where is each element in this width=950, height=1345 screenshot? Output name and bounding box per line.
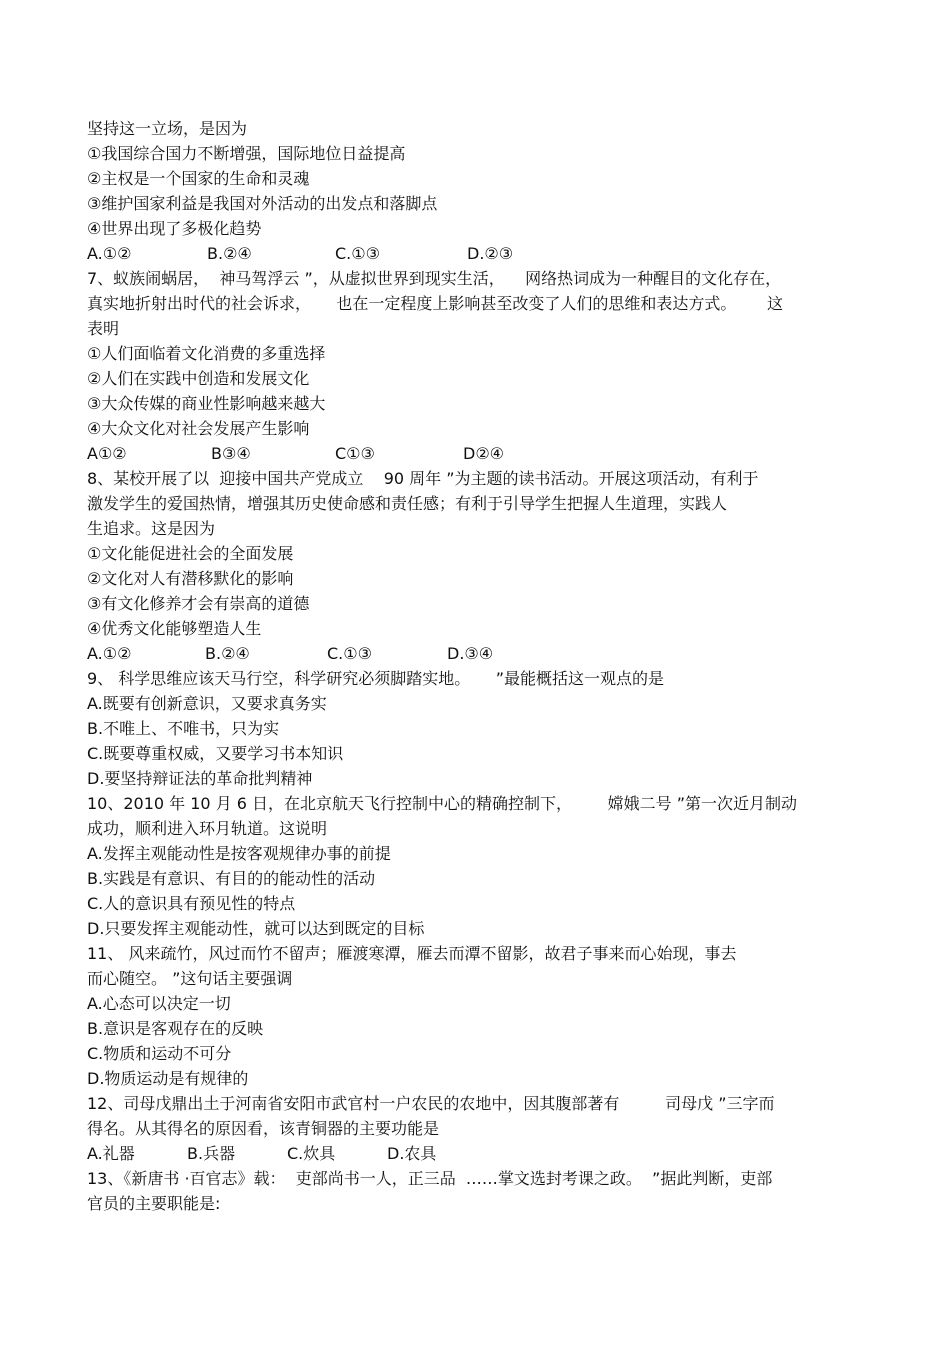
q6-option-c: C.①③ bbox=[335, 244, 380, 263]
exam-page bbox=[87, 116, 867, 1216]
q8-option-a: A.①② bbox=[87, 644, 132, 663]
q11-option-d: D.物质运动是有规律的 bbox=[87, 1069, 249, 1088]
q12-options bbox=[87, 1141, 867, 1166]
q7-item-2: ②人们在实践中创造和发展文化 bbox=[87, 369, 310, 388]
q12-option-b: B.兵器 bbox=[187, 1144, 236, 1163]
q6-item-2: ②主权是一个国家的生命和灵魂 bbox=[87, 169, 310, 188]
q13-stem-line-2: 官员的主要职能是: bbox=[87, 1194, 221, 1213]
q9-stem-line-1: 9、 科学思维应该天马行空，科学研究必须脚踏实地。 ”最能概括这一观点的是 bbox=[87, 669, 664, 688]
q7-stem-line-3: 表明 bbox=[87, 319, 120, 338]
q7-stem-line-2: 真实地折射出时代的社会诉求， 也在一定程度上影响甚至改变了人们的思维和表达方式。 这 bbox=[87, 294, 783, 313]
q11-stem-line-2: 而心随空。 ”这句话主要强调 bbox=[87, 969, 293, 988]
q6-option-b: B.②④ bbox=[207, 244, 252, 263]
q6-options bbox=[87, 241, 867, 266]
q12-stem-line-2: 得名。从其得名的原因看，该青铜器的主要功能是 bbox=[87, 1119, 440, 1138]
q6-option-d: D.②③ bbox=[467, 244, 514, 263]
q7-item-3: ③大众传媒的商业性影响越来越大 bbox=[87, 394, 326, 413]
q8-option-c: C.①③ bbox=[327, 644, 372, 663]
q7-option-a: A①② bbox=[87, 444, 127, 463]
q11-option-a: A.心态可以决定一切 bbox=[87, 994, 231, 1013]
q8-item-3: ③有文化修养才会有崇高的道德 bbox=[87, 594, 310, 613]
q9-option-c: C.既要尊重权威，又要学习书本知识 bbox=[87, 744, 344, 763]
q8-stem-line-1: 8、某校开展了以 迎接中国共产党成立 90 周年 ”为主题的读书活动。开展这项活动，有利于 bbox=[87, 469, 759, 488]
q8-item-1: ①文化能促进社会的全面发展 bbox=[87, 544, 294, 563]
q8-item-4: ④优秀文化能够塑造人生 bbox=[87, 619, 262, 638]
q7-item-4: ④大众文化对社会发展产生影响 bbox=[87, 419, 310, 438]
q8-stem-line-2: 激发学生的爱国热情，增强其历史使命感和责任感；有利于引导学生把握人生道理，实践人 bbox=[87, 494, 728, 513]
q8-options bbox=[87, 641, 867, 666]
q10-stem-line-1: 10、2010 年 10 月 6 日，在北京航天飞行控制中心的精确控制下， 嫦娥二号 ”第一次近月制动 bbox=[87, 794, 798, 813]
q10-option-b: B.实践是有意识、有目的的能动性的活动 bbox=[87, 869, 376, 888]
q12-option-a: A.礼器 bbox=[87, 1144, 135, 1163]
q12-stem-line-1: 12、司母戊鼎出土于河南省安阳市武官村一户农民的农地中，因其腹部著有 司母戊 ”三字而 bbox=[87, 1094, 775, 1113]
q9-option-b: B.不唯上、不唯书，只为实 bbox=[87, 719, 280, 738]
q6-item-3: ③维护国家利益是我国对外活动的出发点和落脚点 bbox=[87, 194, 438, 213]
q9-option-d: D.要坚持辩证法的革命批判精神 bbox=[87, 769, 313, 788]
q7-stem-line-1: 7、蚁族闹蜗居， 神马驾浮云 ”，从虚拟世界到现实生活， 网络热词成为一种醒目的文化存在， bbox=[87, 269, 782, 288]
q6-item-1: ①我国综合国力不断增强，国际地位日益提高 bbox=[87, 144, 406, 163]
q13-stem-line-1: 13、《新唐书 ·百官志》载： 吏部尚书一人，正三品 ……掌文选封考课之政。 ”据此判断，吏部 bbox=[87, 1169, 773, 1188]
q7-item-1: ①人们面临着文化消费的多重选择 bbox=[87, 344, 326, 363]
q10-option-c: C.人的意识具有预见性的特点 bbox=[87, 894, 296, 913]
q8-stem-line-3: 生追求。这是因为 bbox=[87, 519, 216, 538]
q7-option-d: D②④ bbox=[463, 444, 505, 463]
q7-option-c: C①③ bbox=[335, 444, 375, 463]
q6-item-4: ④世界出现了多极化趋势 bbox=[87, 219, 262, 238]
q8-option-d: D.③④ bbox=[447, 644, 494, 663]
q12-option-d: D.农具 bbox=[387, 1144, 437, 1163]
q8-option-b: B.②④ bbox=[205, 644, 250, 663]
q6-option-a: A.①② bbox=[87, 244, 132, 263]
q10-stem-line-2: 成功，顺利进入环月轨道。这说明 bbox=[87, 819, 328, 838]
q10-option-a: A.发挥主观能动性是按客观规律办事的前提 bbox=[87, 844, 391, 863]
q12-option-c: C.炊具 bbox=[287, 1144, 336, 1163]
q11-option-c: C.物质和运动不可分 bbox=[87, 1044, 232, 1063]
q10-option-d: D.只要发挥主观能动性，就可以达到既定的目标 bbox=[87, 919, 425, 938]
q11-option-b: B.意识是客观存在的反映 bbox=[87, 1019, 264, 1038]
q6-stem-tail: 坚持这一立场，是因为 bbox=[87, 119, 248, 138]
q8-item-2: ②文化对人有潜移默化的影响 bbox=[87, 569, 294, 588]
q7-option-b: B③④ bbox=[211, 444, 251, 463]
q11-stem-line-1: 11、 风来疏竹，风过而竹不留声；雁渡寒潭，雁去而潭不留影，故君子事来而心始现，事去 bbox=[87, 944, 737, 963]
q9-option-a: A.既要有创新意识，又要求真务实 bbox=[87, 694, 327, 713]
q7-options bbox=[87, 441, 867, 466]
